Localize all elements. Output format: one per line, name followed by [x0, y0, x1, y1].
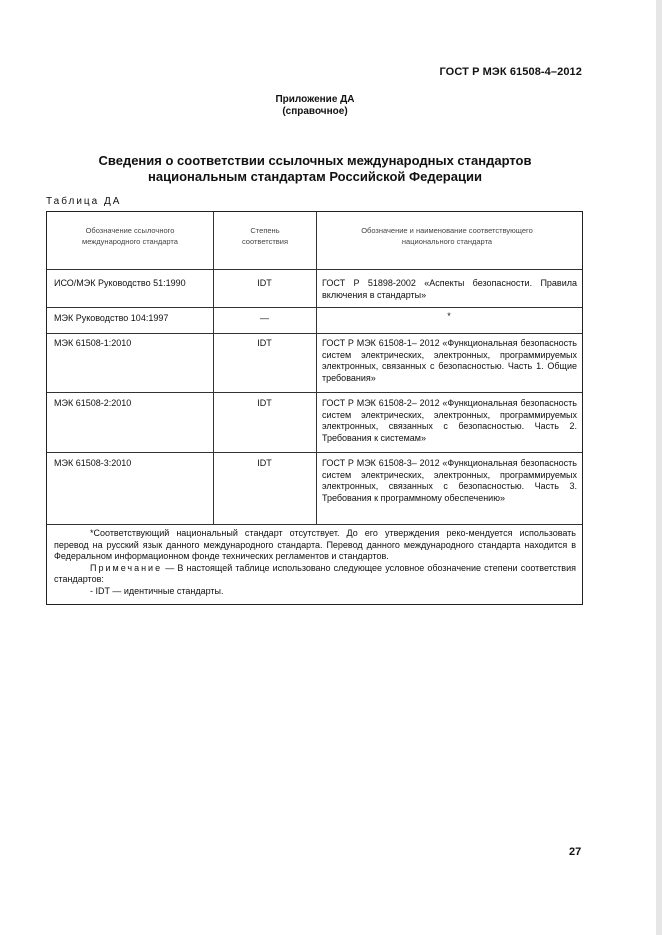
table-cell-national: ГОСТ Р МЭК 61508-3– 2012 «Функциональная безопасность систем электрических, электронных, программируемых электронных, связанных с безопасностью. Часть 3. Требования к программному обеспечению»	[322, 458, 577, 503]
column-divider	[213, 212, 214, 525]
table-caption: Таблица ДА	[46, 196, 122, 207]
table-footnote: *Соответствующий национальный стандарт отсутствует. До его утверждения реко-мендуется использовать перевод на русский язык данного международного стандарта. Перевод данного международного стандарта находится в Федеральном информационном фонде технических регламентов и стандартов.	[54, 528, 576, 562]
table-notes	[54, 528, 576, 598]
table-cell-national: *	[447, 311, 451, 321]
table-cell-national: ГОСТ Р МЭК 61508-1– 2012 «Функциональная безопасность систем электрических, электронных, программируемых электронных, связанных с безопасностью. Часть 1. Общие требования»	[322, 338, 577, 383]
document-code: ГОСТ Р МЭК 61508-4–2012	[439, 66, 582, 78]
page-edge	[656, 0, 662, 935]
row-divider	[47, 307, 582, 308]
table-cell-intl: МЭК Руководство 104:1997	[54, 313, 169, 323]
header-intl-standard: Обозначение ссылочного международного стандарта	[82, 226, 178, 246]
row-divider	[47, 269, 582, 270]
table-cell-degree: IDT	[257, 458, 272, 468]
header-national-standard: Обозначение и наименование соответствующего национального стандарта	[361, 226, 533, 246]
column-divider	[316, 212, 317, 525]
row-divider	[47, 452, 582, 453]
page-number: 27	[569, 846, 582, 858]
row-divider	[47, 524, 582, 525]
table-cell-intl: МЭК 61508-2:2010	[54, 398, 132, 408]
table-cell-intl: МЭК 61508-1:2010	[54, 338, 132, 348]
page-title-line-2: национальным стандартам Российской Федерации	[148, 169, 482, 184]
row-divider	[47, 333, 582, 334]
table-cell-national: ГОСТ Р 51898-2002 «Аспекты безопасности. Правила включения в стандарты»	[322, 278, 577, 300]
row-divider	[47, 392, 582, 393]
table-cell-intl: ИСО/МЭК Руководство 51:1990	[54, 278, 186, 288]
table-cell-degree: IDT	[257, 278, 272, 288]
note-text: — В настоящей таблице использовано следующее условное обозначение степени соответствия стандартов:	[54, 562, 576, 585]
table-cell-intl: МЭК 61508-3:2010	[54, 458, 132, 468]
table-cell-national: ГОСТ Р МЭК 61508-2– 2012 «Функциональная безопасность систем электрических, электронных, программируемых электронных, связанных с безопасностью. Часть 2. Требования к системам»	[322, 398, 577, 443]
page-title	[0, 153, 630, 185]
appendix-subtitle: (справочное)	[282, 106, 348, 117]
appendix-heading	[0, 94, 630, 118]
note-legend: - IDT — идентичные стандарты.	[90, 585, 224, 596]
table-note	[54, 563, 576, 586]
correspondence-table	[46, 211, 583, 605]
appendix-title: Приложение ДА	[275, 94, 355, 105]
note-label: Примечание	[90, 562, 163, 573]
table-cell-degree: IDT	[257, 398, 272, 408]
page-title-line-1: Сведения о соответствии ссылочных международных стандартов	[98, 153, 532, 168]
header-degree: Степень соответствия	[241, 226, 289, 246]
table-cell-degree: —	[260, 313, 269, 323]
table-cell-degree: IDT	[257, 338, 272, 348]
